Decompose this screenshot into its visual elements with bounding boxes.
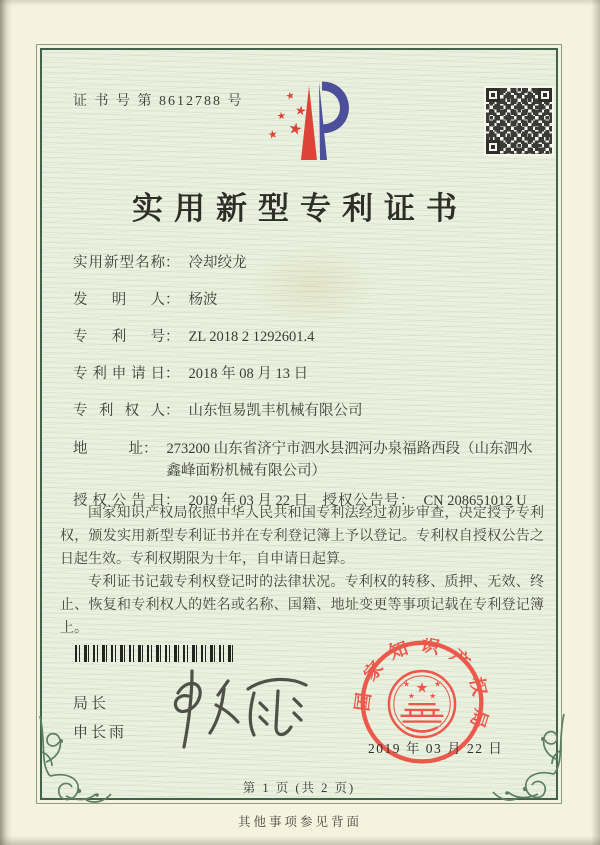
field-filing-date [73, 364, 543, 384]
seal-text: 国家知识产权局 [352, 638, 492, 741]
official-seal [352, 638, 492, 778]
certificate-fields [73, 253, 543, 511]
field-label: 专利权人 [73, 403, 165, 419]
emblem-star-icon: ★ [402, 679, 410, 689]
qr-finder-icon [538, 88, 552, 102]
footer-note: 其他事项参见背面 [237, 815, 362, 829]
field-patent-number [73, 327, 543, 347]
emblem-star-icon: ★ [407, 691, 415, 701]
signature-strokes [148, 665, 328, 755]
field-value: 2018 年 08 月 13 日 [188, 366, 309, 382]
seal-date: 2019 年 03 月 22 日 [368, 741, 504, 756]
emblem-star-icon: ★ [434, 679, 442, 689]
field-utility-model-name [73, 253, 543, 273]
legal-paragraph-1: 国家知识产权局依照中华人民共和国专利法经过初步审查，决定授予专利权，颁发实用新型专利证书并在专利登记簿上予以登记。专利权自授权公告之日起生效。专利权期限为十年，自申请日起算。 [60, 506, 544, 567]
qr-code [484, 86, 554, 156]
field-colon: ： [165, 255, 180, 271]
legal-paragraph-2: 专利证书记载专利权登记时的法律状况。专利权的转移、质押、无效、终止、恢复和专利权人的姓名或名称、国籍、地址变更等事项记载在专利登记簿上。 [60, 575, 544, 636]
emblem-star-icon: ★ [415, 679, 429, 697]
director-name: 申长雨 [73, 725, 128, 741]
field-label: 专利号 [73, 329, 165, 345]
field-patentee [73, 401, 543, 421]
emblem-star-icon: ★ [429, 691, 437, 701]
field-colon: ： [165, 366, 180, 382]
field-label: 地址 [73, 441, 143, 457]
certificate-title: 实用新型专利证书 [132, 191, 468, 226]
seal-graphic [352, 638, 492, 778]
logo-star-icon: ★ [294, 102, 308, 119]
field-value: ZL 2018 2 1292601.4 [188, 329, 315, 345]
field-label: 专利申请日 [73, 366, 165, 382]
field-colon: ： [143, 441, 158, 457]
field-label: 授权公告日 [73, 493, 165, 509]
scan-edge-shadow [0, 0, 600, 6]
qr-code-modules [486, 88, 552, 154]
field-colon: ： [165, 292, 180, 308]
logo-star-icon: ★ [284, 90, 296, 103]
field-colon: ： [165, 403, 180, 419]
field-value: 山东恒易凯丰机械有限公司 [188, 403, 363, 419]
director-signature [148, 665, 328, 755]
field-colon: ： [165, 329, 180, 345]
scan-edge-shadow [591, 0, 600, 845]
scan-edge-shadow [0, 0, 12, 845]
page-number: 第 1 页 (共 2 页) [242, 781, 356, 795]
field-label: 授权公告号 [322, 493, 400, 509]
field-inventor [73, 290, 543, 310]
grant-date-value: 2019 年 03 月 22 日 [188, 493, 309, 509]
logo-star-icon: ★ [276, 110, 287, 123]
field-colon: ： [400, 493, 415, 509]
director-title: 局长 [73, 696, 110, 712]
logo-star-icon: ★ [286, 119, 304, 140]
field-colon: ： [165, 493, 180, 509]
field-label: 实用新型名称 [73, 255, 165, 271]
field-address [73, 438, 543, 482]
logo-star-icon: ★ [266, 128, 279, 142]
qr-finder-icon [486, 140, 500, 154]
grant-number-value: CN 208651012 U [423, 493, 527, 509]
qr-finder-icon [486, 88, 500, 102]
field-value: 冷却绞龙 [188, 255, 247, 271]
cnipa-logo [250, 70, 350, 178]
scan-edge-shadow [0, 836, 600, 845]
corner-flourish-icon [34, 714, 118, 811]
field-value: 273200 山东省济宁市泗水县泗河办泉福路西段（山东泗水鑫峰面粉机械有限公司） [166, 441, 533, 479]
field-label: 发明人 [73, 292, 165, 308]
field-value: 杨波 [188, 292, 218, 308]
legal-text [60, 502, 544, 640]
certificate-number: 证 书 号 第 8612788 号 [73, 94, 244, 109]
corner-flourish-icon [486, 712, 570, 809]
barcode [75, 645, 235, 662]
